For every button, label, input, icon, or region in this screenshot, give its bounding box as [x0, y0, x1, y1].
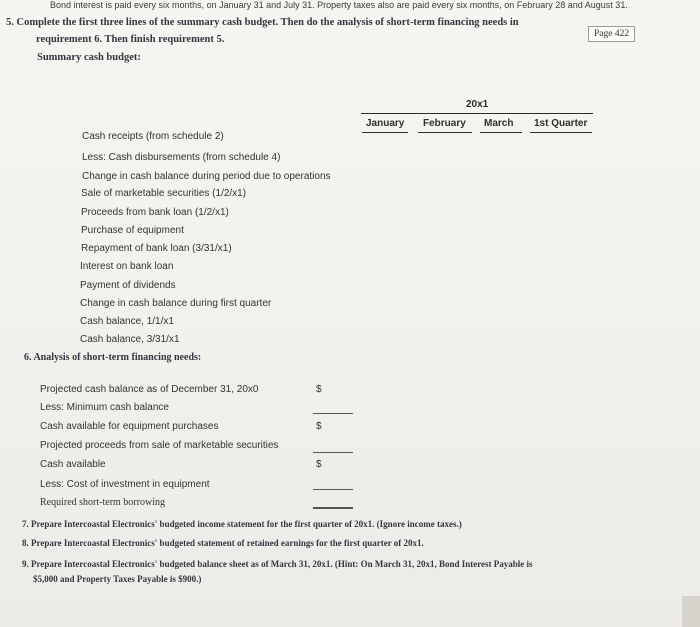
- answer-rule: [313, 413, 353, 414]
- answer-rule: [313, 489, 353, 490]
- answer-double-rule: [313, 507, 353, 509]
- page-edge-shadow: [682, 596, 700, 627]
- dollar-sign: $: [316, 384, 322, 395]
- column-rule-february: [418, 132, 472, 133]
- column-header-january: January: [366, 118, 405, 129]
- budget-row: Cash receipts (from schedule 2): [82, 131, 224, 142]
- dollar-sign: $: [316, 459, 322, 470]
- dollar-sign: $: [316, 421, 322, 432]
- analysis-row: Less: Minimum cash balance: [40, 402, 169, 413]
- year-header: 20x1: [466, 99, 489, 110]
- analysis-row: Less: Cost of investment in equipment: [40, 479, 210, 490]
- top-note: Bond interest is paid every six months, on January 31 and July 31. Property taxes also are paid every six months, on February 28 and August 31.: [50, 0, 628, 10]
- summary-cash-budget-heading: Summary cash budget:: [37, 52, 141, 63]
- requirement-5-line1: 5. Complete the first three lines of the summary cash budget. Then do the analysis of short-term financing needs in: [6, 17, 519, 28]
- requirement-8: 8. Prepare Intercoastal Electronics' budgeted statement of retained earnings for the first quarter of 20x1.: [22, 538, 424, 548]
- requirement-5-line2: requirement 6. Then finish requirement 5.: [36, 34, 225, 45]
- column-header-march: March: [484, 118, 514, 129]
- column-header-february: February: [423, 118, 466, 129]
- budget-row: Change in cash balance during period due to operations: [82, 171, 331, 182]
- analysis-row: Cash available for equipment purchases: [40, 421, 219, 432]
- requirement-9-line1: 9. Prepare Intercoastal Electronics' budgeted balance sheet as of March 31, 20x1. (Hint: On March 31, 20x1, Bond Interest Payable is: [22, 559, 533, 569]
- analysis-row: Projected cash balance as of December 31, 20x0: [40, 384, 259, 395]
- column-header-quarter: 1st Quarter: [534, 118, 588, 129]
- budget-row: Cash balance, 3/31/x1: [80, 334, 180, 345]
- budget-row: Proceeds from bank loan (1/2/x1): [81, 207, 229, 218]
- budget-row: Sale of marketable securities (1/2/x1): [81, 188, 247, 199]
- year-header-rule: [361, 113, 593, 114]
- answer-rule: [313, 452, 353, 453]
- budget-row: Interest on bank loan: [80, 261, 174, 272]
- requirement-6-heading: 6. Analysis of short-term financing needs:: [24, 352, 202, 363]
- budget-row: Repayment of bank loan (3/31/x1): [81, 243, 232, 254]
- requirement-9-line2: $5,000 and Property Taxes Payable is $900.): [33, 574, 202, 584]
- requirement-7: 7. Prepare Intercoastal Electronics' budgeted income statement for the first quarter of 20x1. (Ignore income taxes.): [22, 519, 462, 529]
- analysis-row: Cash available: [40, 459, 106, 470]
- page-reference-box: Page 422: [588, 26, 635, 42]
- analysis-row: Required short-term borrowing: [40, 497, 165, 508]
- column-rule-march: [480, 132, 522, 133]
- budget-row: Purchase of equipment: [81, 225, 184, 236]
- budget-row: Less: Cash disbursements (from schedule 4): [82, 152, 281, 163]
- analysis-row: Projected proceeds from sale of marketable securities: [40, 440, 279, 451]
- budget-row: Cash balance, 1/1/x1: [80, 316, 174, 327]
- budget-row: Payment of dividends: [80, 280, 176, 291]
- column-rule-quarter: [530, 132, 592, 133]
- budget-row: Change in cash balance during first quarter: [80, 298, 272, 309]
- column-rule-january: [362, 132, 408, 133]
